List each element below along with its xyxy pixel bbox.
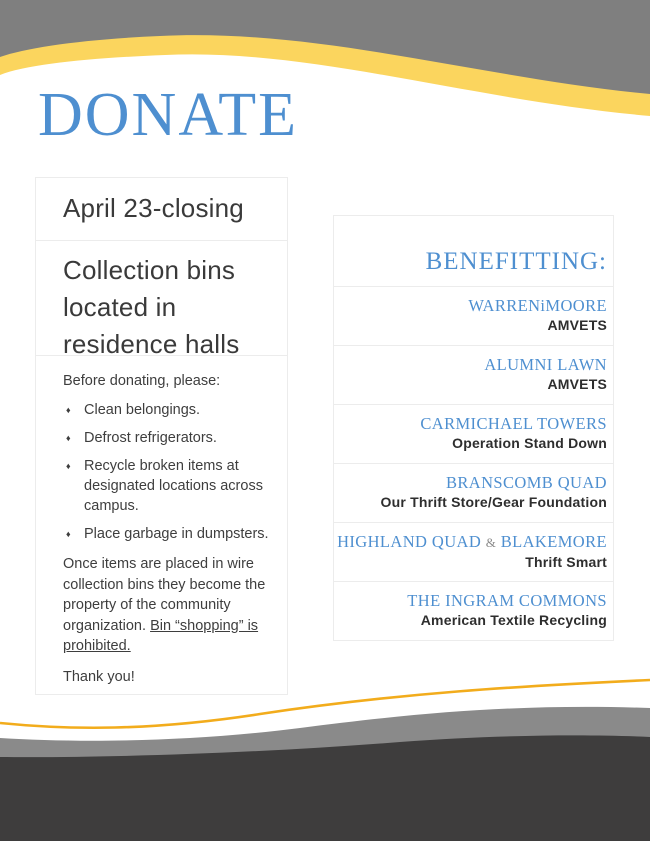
entry-organization: Thrift Smart [525,554,607,570]
list-item [63,524,275,544]
entry-location: CARMICHAEL TOWERS [420,414,607,433]
benefitting-header: BENEFITTING: [425,248,607,275]
benefit-entry-warren-moore [333,286,614,346]
benefit-entry-carmichael-towers [333,404,614,464]
list-item-text: Clean belongings. [84,402,201,418]
page-title: DONATE [38,81,298,149]
bullet-diamond-icon: ♦ [66,461,71,471]
date-text: April 23-closing [63,193,244,223]
list-item [63,400,275,420]
bullet-diamond-icon: ♦ [66,433,71,443]
benefit-entry-alumni-lawn [333,345,614,405]
ownership-notice-text: Once items are placed in wire collection bins they become the property of the community organization. [63,556,266,634]
left-column [35,177,288,695]
entry-organization: AMVETS [547,317,607,333]
collection-location-text: Collection bins located in residence halls [63,255,240,359]
benefitting-column [333,215,614,641]
entry-location: THE INGRAM COMMONS [407,591,607,610]
list-item-text: Place garbage in dumpsters. [84,526,269,542]
list-item [63,456,275,516]
benefitting-header-box [333,215,614,287]
instructions-box [35,355,288,695]
collection-location-box [35,240,288,359]
list-item-text: Defrost refrigerators. [84,430,217,446]
ownership-notice [63,554,275,657]
list-item-text: Recycle broken items at designated locations across campus. [84,458,263,514]
entry-location: BRANSCOMB QUAD [445,473,607,492]
list-item [63,428,275,448]
bullet-diamond-icon: ♦ [66,529,71,539]
bottom-wave-graphic [0,650,650,841]
entry-organization: Operation Stand Down [452,435,607,451]
entry-location: ALUMNI LAWN [484,355,607,374]
thank-you-text: Thank you! [63,668,135,685]
instructions-list [63,400,275,544]
entry-organization: American Textile Recycling [420,612,607,628]
benefit-entry-branscomb-quad [333,463,614,523]
benefit-entry-highland-blakemore [333,522,614,582]
date-box [35,177,288,241]
benefit-entry-ingram-commons [333,581,614,641]
entry-organization: Our Thrift Store/Gear Foundation [380,494,607,510]
instructions-intro: Before donating, please: [63,373,221,389]
no-bin-shopping-text: Bin “shopping” is prohibited. [63,617,259,654]
entry-organization: AMVETS [547,376,607,392]
entry-location: WARRENiMOORE [468,296,607,315]
bullet-diamond-icon: ♦ [66,405,71,415]
entry-location: HIGHLAND QUAD & BLAKEMORE [337,532,607,551]
